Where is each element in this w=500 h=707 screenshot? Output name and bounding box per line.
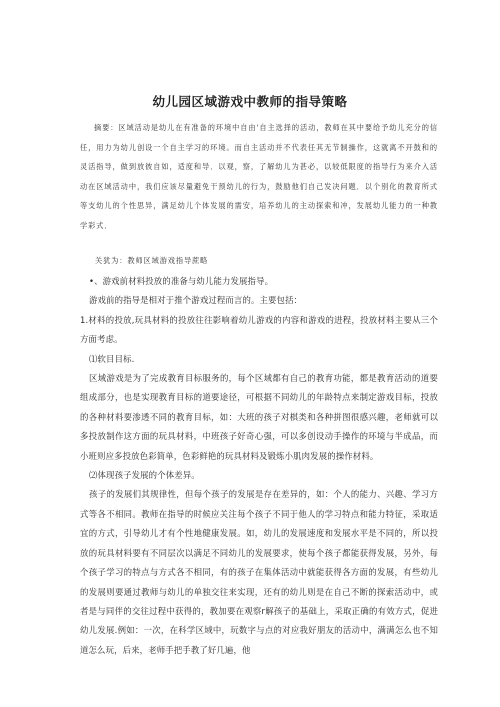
document-title: 幼儿园区域游戏中教师的指导策略 [152, 94, 348, 109]
document-body [80, 272, 438, 660]
section-heading: •、游戏前材料投放的准备与幼儿能力发展指导。 [89, 276, 274, 286]
body-paragraph: 游戏前的指导是相对于推个游戏过程而言的。主要包括： [89, 295, 303, 306]
subsection-heading: ⑴软目目标. [89, 353, 135, 364]
body-paragraph: 1.材料的投放,玩具材料的投放往往影响着幼儿游戏的内容和游戏的进程，投放材料主要从三个方面考虑。 [80, 314, 438, 345]
body-paragraph: 孩子的发展们其规律性，但每个孩子的发展是存在差异的，如：个人的能力、兴趣、学习方式等各不相同。教师在指导的时候应关注每个孩子不同于他人的学习特点和能力特征，采取适宜的方式，引导幼儿才有个性地健康发展。如，幼儿的发展速度和发展水平是不同的，所以投放的玩具材料要有不同层次以满足不同幼儿的发展要求，使每个孩子都能获得发展，另外，每个孩子学习的特点与方式各不相同，有的孩子在集体活动中就能获得各方面的发展，有些幼儿的发展则要通过教师与幼儿的单独交往来实现，还有的幼儿则是在自己不断的探索活动中，或者是与同伴的交往过程中获得的，教加要在观察r解孩子的基础上，采取正确的有效方式，促进幼儿发展.例如：一次，在科学区域中，玩数字与点的对应我好朋友的活动中，满满怎么也不知道怎么玩，后来，老师手把手教了好几遍，他 [80, 489, 438, 655]
subsection-heading: ⑵体现孩子发展的个体差异。 [89, 470, 200, 481]
body-paragraph: 区域游戏是为了完成教育目标服务的，每个区域都有自己的教育功能，都是教育活动的道要组成部分，也是实现教育目标的道要途径，可根据不同幼儿的年龄特点来制定游戏目标，投放的各种材料要渗透不同的教育目标，如：大班的孩子对棋类和各种拼图很感兴趣，老师就可以多投放制作这方面的玩具材料，中班孩子好奇心强，可以多创设动手操作的环境与半成品，而小班则应多投放色彩简单，色彩鲜艳的玩具材料及锻炼小肌肉发展的操作材料。 [80, 373, 438, 461]
abstract-paragraph: 摘要：区域活动是幼儿在有准备的环境中自由'自主选择的活动，教师在其中要给予幼儿充分的信任，用力为幼儿创设一个自主学习的环境。而自主活动并不代表任其无节制操作，这就离不开鼓和的灵活指导，做到放彼自如，适度和导．以观，察，了解幼儿为甚必，以较低限度的指导行为来介入活动在区域活动中，我们应该尽量避免干预幼儿的行为，鼓励他们自己发决问题．以个别化的教育所式等支幼儿的个性思异，满足幼儿个体发展的需安，培养幼儿的主动探索和冲，发展幼儿能力的一种教学彩式． [80, 123, 438, 230]
keywords-line: 关犹为：教师区域游戏指导蔗略 [95, 256, 209, 265]
